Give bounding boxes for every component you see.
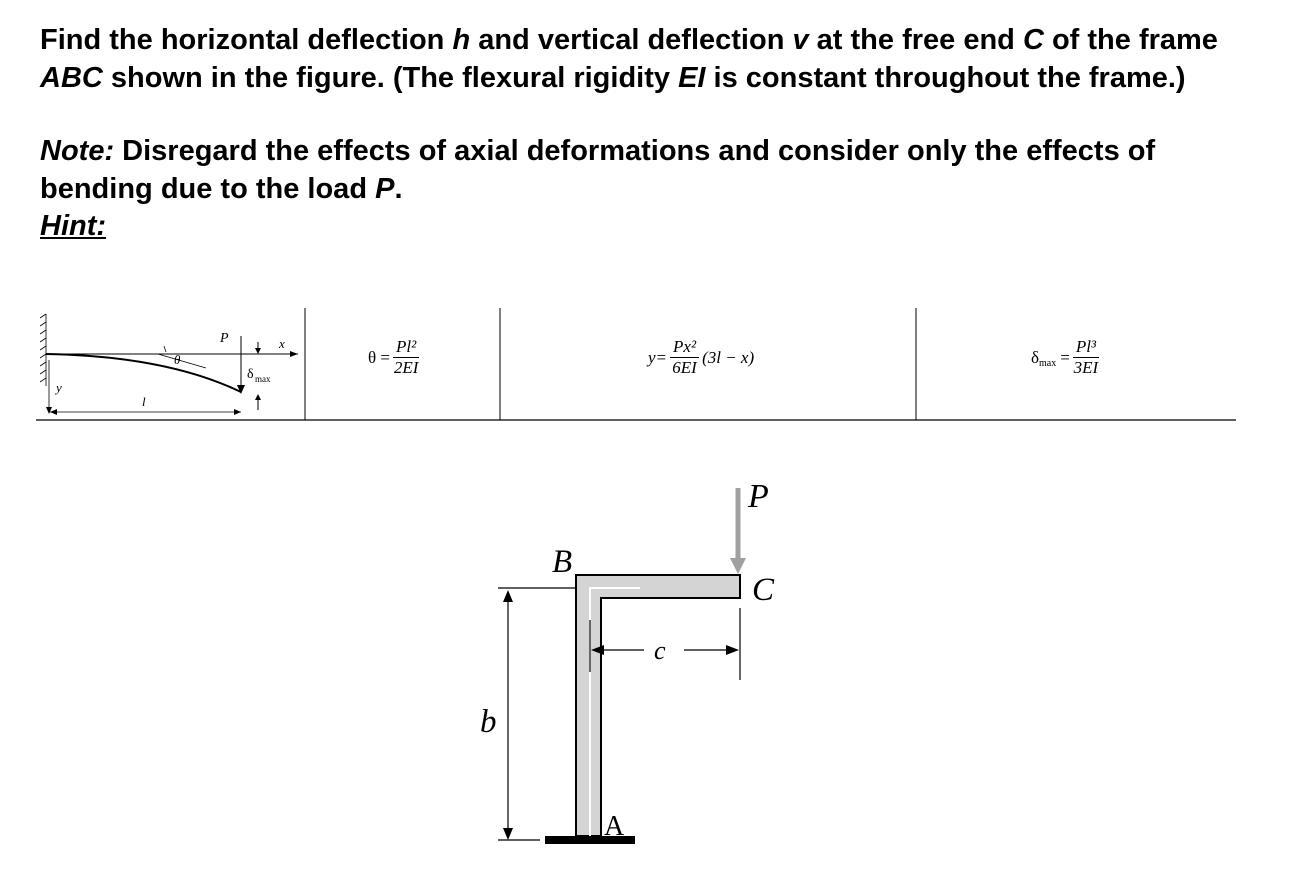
hint-table	[36, 306, 1236, 422]
cantilever-sketch	[40, 314, 298, 415]
frame-figure	[440, 470, 820, 880]
sketch-p-label: P	[220, 331, 229, 346]
problem-text: Find the horizontal deflection h and vertical deflection v at the free end C of the frame ABC shown in the figure. (The flexural rigidity EI is constant throughout the frame.)	[40, 24, 1218, 94]
label-joint-b: B	[552, 544, 573, 580]
problem-statement	[40, 22, 1270, 246]
label-joint-c: C	[752, 572, 775, 608]
sketch-y-label: y	[56, 380, 62, 395]
frame-member-abc	[576, 575, 740, 836]
sketch-theta-label: θ	[174, 352, 181, 367]
label-support-a: A	[604, 811, 625, 842]
label-dimension-c: c	[654, 636, 666, 665]
theta-formula: θ = $\frac{\text{Pl²}}{2EI}$	[368, 337, 419, 377]
deflection-curve-formula: y= $\frac{\text{Px²}}{6EI}$ (3l − x)	[648, 337, 755, 377]
sketch-delta-label: δ	[247, 367, 254, 382]
frame-drawing	[440, 470, 820, 880]
sketch-l-label: l	[142, 394, 146, 409]
sketch-delta-sub: max	[255, 374, 271, 384]
max-deflection-formula: δ max = $\frac{\text{Pl³}}{3EI}$	[1031, 337, 1099, 377]
sketch-x-label: x	[279, 336, 285, 351]
label-load-p: P	[748, 478, 769, 515]
label-dimension-b: b	[480, 704, 497, 740]
hint-label: Hint:	[40, 210, 107, 242]
note-text: Note: Disregard the effects of axial deformations and consider only the effects of bending due to the load P.	[40, 135, 1156, 205]
